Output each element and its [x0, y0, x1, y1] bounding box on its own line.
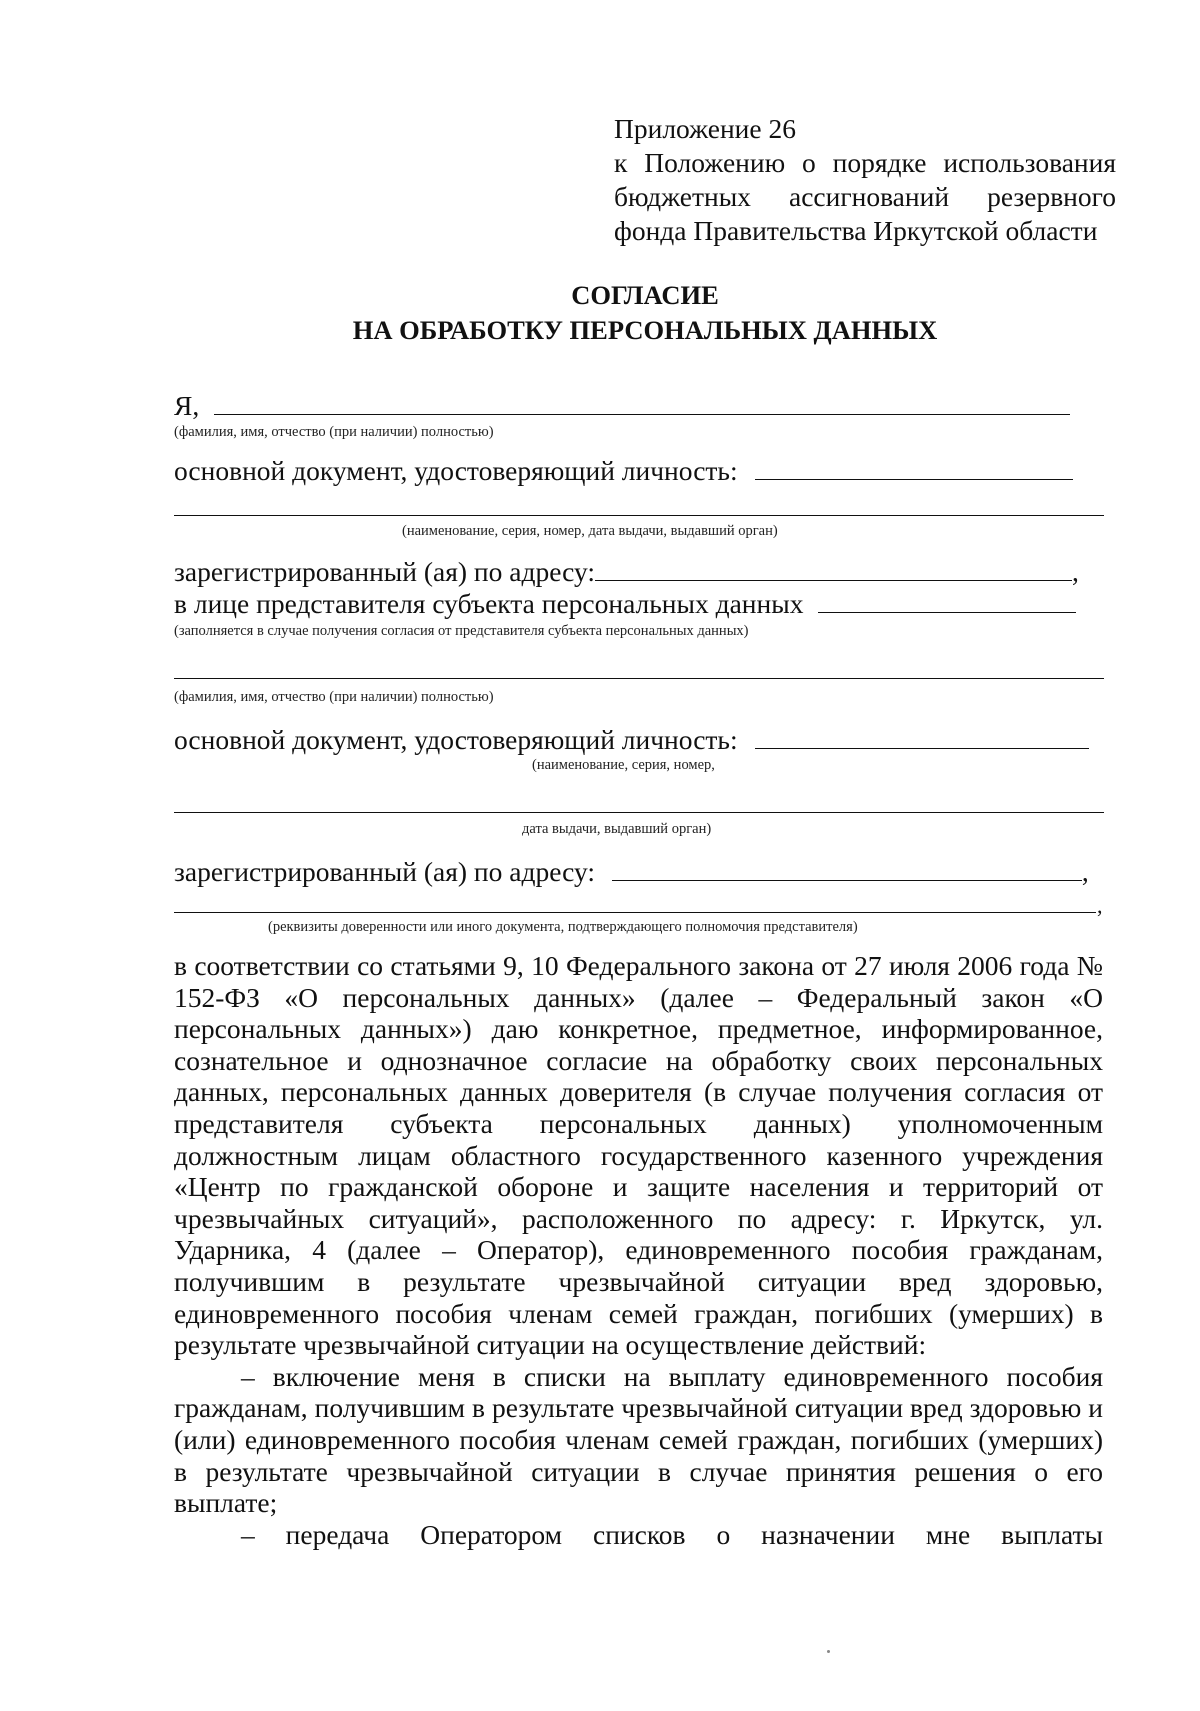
- representative-document-field[interactable]: [755, 724, 1089, 749]
- subject-document-field-2[interactable]: [174, 515, 1104, 516]
- subject-address-label: зарегистрированный (ая) по адресу:: [174, 556, 595, 587]
- representative-address-label: зарегистрированный (ая) по адресу:: [174, 856, 595, 887]
- consent-paragraph: в соответствии со статьями 9, 10 Федерального закона от 27 июля 2006 года № 152-ФЗ «О персональных данных» (далее – Федеральный закон «О персональных данных») даю конкретное, предметное, информированное, сознательное и однозначное согласие на обработку своих персональных данных, персональных данных доверителя (в случае получения согласия от представителя субъекта персональных данных) уполномоченным должностным лицам областного государственного казенного учреждения «Центр по гражданской обороне и защите населения и территорий от чрезвычайных ситуаций», расположенного по адресу: г. Иркутск, ул. Ударника, 4 (далее – Оператор), единовременного пособия гражданам, получившим в результате чрезвычайной ситуации вред здоровью, единовременного пособия членам семей граждан, погибших (умерших) в результате чрезвычайной ситуации на осуществление действий:: [174, 950, 1103, 1361]
- subject-name-row: [174, 390, 1070, 422]
- subject-document-label: основной документ, удостоверяющий личность:: [174, 455, 738, 486]
- document-title: СОГЛАСИЕ: [571, 280, 719, 310]
- subject-address-row: [174, 556, 1079, 588]
- document-subtitle: НА ОБРАБОТКУ ПЕРСОНАЛЬНЫХ ДАННЫХ: [352, 315, 938, 345]
- consent-item-2: – передача Оператором списков о назначении мне выплаты: [241, 1518, 1103, 1550]
- representative-name-caption: (фамилия, имя, отчество (при наличии) полностью): [174, 689, 494, 705]
- subject-name-label: Я,: [174, 390, 200, 421]
- rep-address-comma: ,: [1081, 856, 1089, 887]
- appendix-reference: [614, 112, 1116, 248]
- representative-field[interactable]: [818, 588, 1076, 613]
- subject-document-row: [174, 455, 1073, 487]
- appendix-number: Приложение 26: [614, 113, 796, 144]
- representative-caption: (заполняется в случае получения согласия от представителя субъекта персональных данных): [174, 623, 749, 639]
- representative-row: [174, 588, 1076, 620]
- power-of-attorney-caption: (реквизиты доверенности или иного документа, подтверждающего полномочия представителя): [268, 919, 858, 935]
- appendix-line-4: фонда Правительства Иркутской области: [614, 215, 1098, 246]
- representative-document-caption-1: (наименование, серия, номер,: [532, 757, 715, 773]
- consent-body: [174, 950, 1103, 1550]
- address-comma: ,: [1071, 556, 1079, 587]
- representative-document-field-2[interactable]: [174, 812, 1104, 813]
- subject-name-field[interactable]: [214, 390, 1070, 415]
- representative-name-field[interactable]: [174, 678, 1104, 679]
- representative-document-label: основной документ, удостоверяющий личность:: [174, 724, 738, 755]
- subject-name-caption: (фамилия, имя, отчество (при наличии) полностью): [174, 424, 494, 440]
- consent-item-1: – включение меня в списки на выплату единовременного пособия гражданам, получившим в результате чрезвычайной ситуации вред здоровью и (или) единовременного пособия членам семей граждан, погибших (умерших) в результате чрезвычайной ситуации в случае принятия решения о его выплате;: [174, 1360, 1103, 1519]
- scan-speck: [827, 1650, 830, 1653]
- representative-address-field[interactable]: [612, 856, 1082, 881]
- representative-label: в лице представителя субъекта персональных данных: [174, 588, 804, 619]
- appendix-line-3: бюджетных ассигнований резервного: [614, 181, 1116, 212]
- subject-address-field[interactable]: [595, 556, 1072, 581]
- representative-address-row: [174, 856, 1089, 888]
- power-of-attorney-field[interactable]: [174, 912, 1096, 913]
- subject-document-field[interactable]: [755, 455, 1073, 480]
- appendix-line-2: к Положению о порядке использования: [614, 147, 1116, 178]
- power-of-attorney-comma: ,: [1097, 893, 1103, 918]
- representative-document-row: [174, 724, 1089, 756]
- representative-document-caption-2: дата выдачи, выдавший орган): [522, 821, 712, 837]
- subject-document-caption: (наименование, серия, номер, дата выдачи, выдавший орган): [402, 523, 778, 539]
